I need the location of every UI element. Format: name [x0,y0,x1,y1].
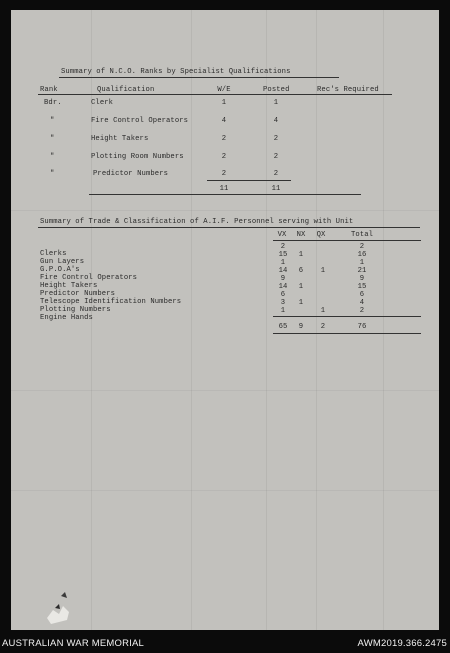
section1-title: Summary of N.C.O. Ranks by Specialist Qualifications [61,68,291,76]
col-nx-header: NX [296,231,306,239]
we-cell: 2 [221,135,227,143]
trade-label: Predictor Numbers [40,290,116,298]
total-cell: 21 [357,267,367,275]
section1-bottom-rule [89,194,361,195]
total-cell: 15 [357,283,367,291]
col-total-header: Total [350,231,374,239]
trade-label: Height Takers [40,282,98,290]
document-page [11,10,439,630]
rank-cell: " [50,135,55,143]
trade-label: Clerks [40,250,67,258]
vx-cell: 14 [278,267,288,275]
qualification-cell: Predictor Numbers [93,170,169,178]
col-posted-header: Posted [263,86,290,94]
posted-cell: 1 [273,99,279,107]
section1-total-rule [207,180,291,181]
section2-title: Summary of Trade & Classification of A.I.F. Personnel serving with Unit [40,218,354,226]
col-vx-header: VX [277,231,287,239]
paper-grid-line [316,10,317,630]
qualification-cell: Plotting Room Numbers [91,153,184,161]
paper-grid-line [191,10,192,630]
vx-cell: 15 [278,251,288,259]
rank-cell: " [50,153,55,161]
nx-cell: 1 [298,283,304,291]
total-cell: 4 [359,299,365,307]
qualification-cell: Fire Control Operators [91,117,189,125]
section1-title-underline [59,77,339,78]
paper-grid-line [11,390,439,391]
rank-cell: " [50,117,55,125]
posted-cell: 2 [273,170,279,178]
col-we-header: W/E [217,86,231,94]
grand-total: 76 [357,323,367,331]
footer-source: AUSTRALIAN WAR MEMORIAL [2,638,145,649]
col-rank-header: Rank [40,86,58,94]
total-cell: 1 [359,259,365,267]
footer-accession-id: AWM2019.366.2475 [357,638,447,649]
section2-bottom-rule [273,333,421,334]
qx-cell: 1 [320,307,326,315]
qualification-cell: Height Takers [91,135,149,143]
rank-cell: " [50,170,55,178]
total-cell: 9 [359,275,365,283]
col-qx-header: QX [316,231,326,239]
posted-cell: 2 [273,135,279,143]
vx-cell: 6 [280,291,286,299]
paper-grid-line [383,10,384,630]
paper-grid-line [11,490,439,491]
trade-label: Engine Hands [40,314,93,322]
vx-cell: 3 [280,299,286,307]
total-cell: 2 [359,307,365,315]
paper-grid-line [11,210,439,211]
total-cell: 6 [359,291,365,299]
posted-total: 11 [271,185,281,193]
qx-cell: 1 [320,267,326,275]
rank-cell: Bdr. [44,99,62,107]
trade-label: Fire Control Operators [40,274,138,282]
we-total: 11 [219,185,229,193]
qx-total: 2 [320,323,326,331]
we-cell: 1 [221,99,227,107]
trade-label: G.P.O.A's [40,266,80,274]
nx-cell: 6 [298,267,304,275]
section2-total-rule [273,316,421,317]
total-cell: 2 [359,243,365,251]
trade-label: Plotting Numbers [40,306,111,314]
torn-corner-mark [41,588,85,628]
section2-title-underline [38,227,420,228]
vx-cell: 14 [278,283,288,291]
we-cell: 4 [221,117,227,125]
vx-cell: 2 [280,243,286,251]
we-cell: 2 [221,153,227,161]
nx-cell: 1 [298,251,304,259]
qualification-cell: Clerk [91,99,114,107]
col-qualification-header: Qualification [97,86,155,94]
vx-total: 65 [278,323,288,331]
vx-cell: 1 [280,259,286,267]
vx-cell: 1 [280,307,286,315]
vx-cell: 9 [280,275,286,283]
section1-header-rule [38,94,392,95]
section2-header-rule [273,240,421,241]
trade-label: Telescope Identification Numbers [40,298,182,306]
we-cell: 2 [221,170,227,178]
nx-cell: 1 [298,299,304,307]
trade-label: Gun Layers [40,258,85,266]
nx-total: 9 [298,323,304,331]
posted-cell: 4 [273,117,279,125]
posted-cell: 2 [273,153,279,161]
total-cell: 16 [357,251,367,259]
col-recs-header: Rec's Required [317,86,379,94]
